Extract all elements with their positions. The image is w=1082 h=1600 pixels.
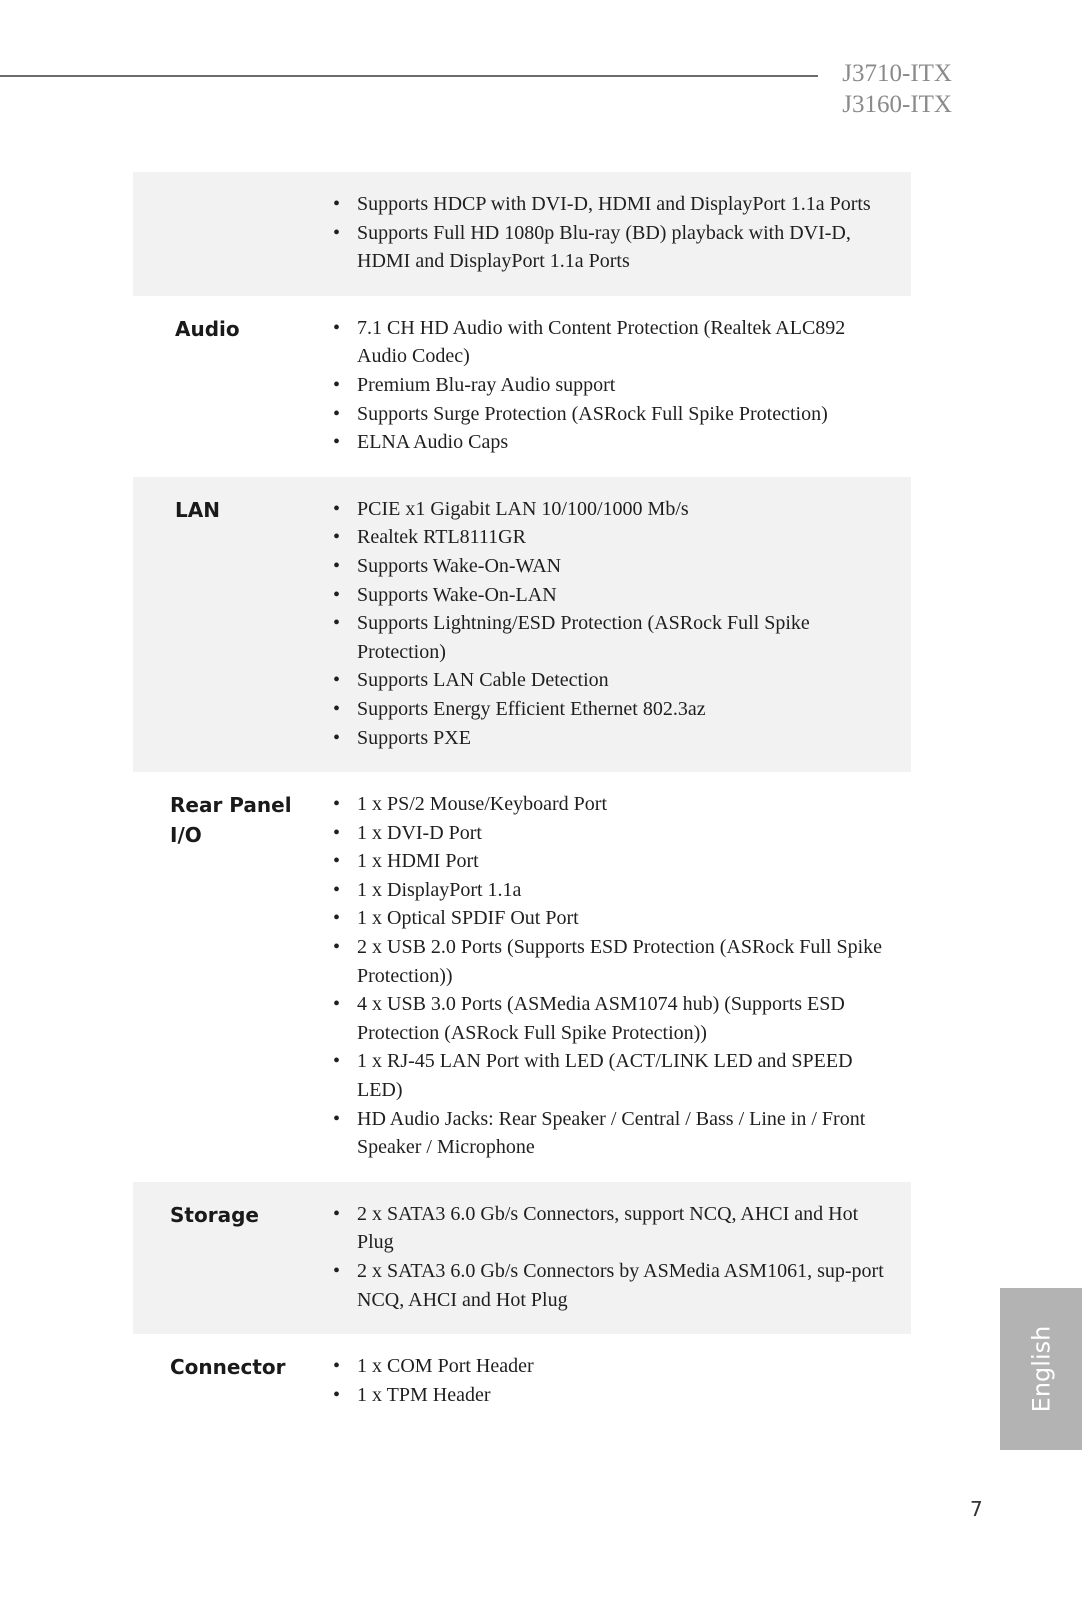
spec-item: • Supports HDCP with DVI-D, HDMI and DisplayPort 1.1a Ports	[333, 190, 891, 219]
model-name-primary: J3710-ITX	[842, 60, 952, 87]
spec-label-empty	[133, 190, 333, 276]
spec-label-line: Storage	[170, 1202, 259, 1227]
spec-item: • ELNA Audio Caps	[333, 428, 891, 457]
spec-row-connector	[133, 1334, 911, 1429]
spec-item: • Supports Energy Efficient Ethernet 802.3az	[333, 695, 891, 724]
spec-item: • Supports Lightning/ESD Protection (ASRock Full Spike Protection)	[333, 609, 891, 666]
spec-item: • Supports PXE	[333, 724, 891, 753]
spec-item: • Supports Wake-On-LAN	[333, 581, 891, 610]
spec-row-lan	[133, 477, 911, 772]
language-tab-label: English	[1027, 1325, 1056, 1413]
spec-item: • 1 x COM Port Header	[333, 1352, 891, 1381]
spec-item: • 2 x SATA3 6.0 Gb/s Connectors by ASMedia ASM1061, sup-port NCQ, AHCI and Hot Plug	[333, 1257, 891, 1314]
spec-item: • 1 x Optical SPDIF Out Port	[333, 904, 891, 933]
spec-item: • Supports Full HD 1080p Blu-ray (BD) playback with DVI-D, HDMI and DisplayPort 1.1a Ports	[333, 219, 891, 276]
spec-label-lan	[133, 495, 333, 752]
spec-item: • Supports Wake-On-WAN	[333, 552, 891, 581]
spec-label-line: Audio	[175, 316, 240, 341]
spec-item: • 7.1 CH HD Audio with Content Protection (Realtek ALC892 Audio Codec)	[333, 314, 891, 371]
spec-item: • Realtek RTL8111GR	[333, 523, 891, 552]
spec-items-audio	[333, 314, 911, 457]
spec-item: • PCIE x1 Gigabit LAN 10/100/1000 Mb/s	[333, 495, 891, 524]
spec-item: • Premium Blu-ray Audio support	[333, 371, 891, 400]
spec-label-storage	[133, 1200, 333, 1314]
spec-items-graphics	[333, 190, 911, 276]
model-names	[842, 58, 952, 120]
spec-item: • 1 x DVI-D Port	[333, 819, 891, 848]
spec-item: • 1 x DisplayPort 1.1a	[333, 876, 891, 905]
spec-label-line: I/O	[170, 823, 202, 848]
page-number: 7	[970, 1497, 983, 1521]
spec-label-connector	[133, 1352, 333, 1409]
spec-row-rear-panel-io	[133, 772, 911, 1182]
spec-item: • 4 x USB 3.0 Ports (ASMedia ASM1074 hub) (Supports ESD Protection (ASRock Full Spike Protection))	[333, 990, 891, 1047]
spec-items-connector	[333, 1352, 911, 1409]
model-name-secondary: J3160-ITX	[842, 91, 952, 118]
spec-label-line: LAN	[175, 497, 220, 522]
spec-item: • 1 x HDMI Port	[333, 847, 891, 876]
spec-item: • 1 x TPM Header	[333, 1381, 891, 1410]
spec-item: • Supports Surge Protection (ASRock Full Spike Protection)	[333, 400, 891, 429]
spec-item: • 2 x SATA3 6.0 Gb/s Connectors, support NCQ, AHCI and Hot Plug	[333, 1200, 891, 1257]
spec-items-storage	[333, 1200, 911, 1314]
spec-item: • 2 x USB 2.0 Ports (Supports ESD Protection (ASRock Full Spike Protection))	[333, 933, 891, 990]
spec-row-audio	[133, 296, 911, 477]
spec-label-line: Rear Panel	[170, 793, 292, 818]
spec-label-rear-panel-io	[133, 790, 333, 1162]
spec-label-audio	[133, 314, 333, 457]
spec-item: • HD Audio Jacks: Rear Speaker / Central / Bass / Line in / Front Speaker / Microphone	[333, 1105, 891, 1162]
header-rule	[0, 75, 818, 77]
spec-item: • 1 x RJ-45 LAN Port with LED (ACT/LINK LED and SPEED LED)	[333, 1047, 891, 1104]
spec-items-lan	[333, 495, 911, 752]
spec-table	[133, 172, 911, 1429]
spec-items-rear-panel-io	[333, 790, 911, 1162]
spec-item: • Supports LAN Cable Detection	[333, 666, 891, 695]
spec-label-line: Connector	[170, 1355, 286, 1380]
spec-item: • 1 x PS/2 Mouse/Keyboard Port	[333, 790, 891, 819]
spec-row-storage	[133, 1182, 911, 1334]
language-tab	[1000, 1288, 1082, 1450]
spec-row-graphics-continued	[133, 172, 911, 296]
